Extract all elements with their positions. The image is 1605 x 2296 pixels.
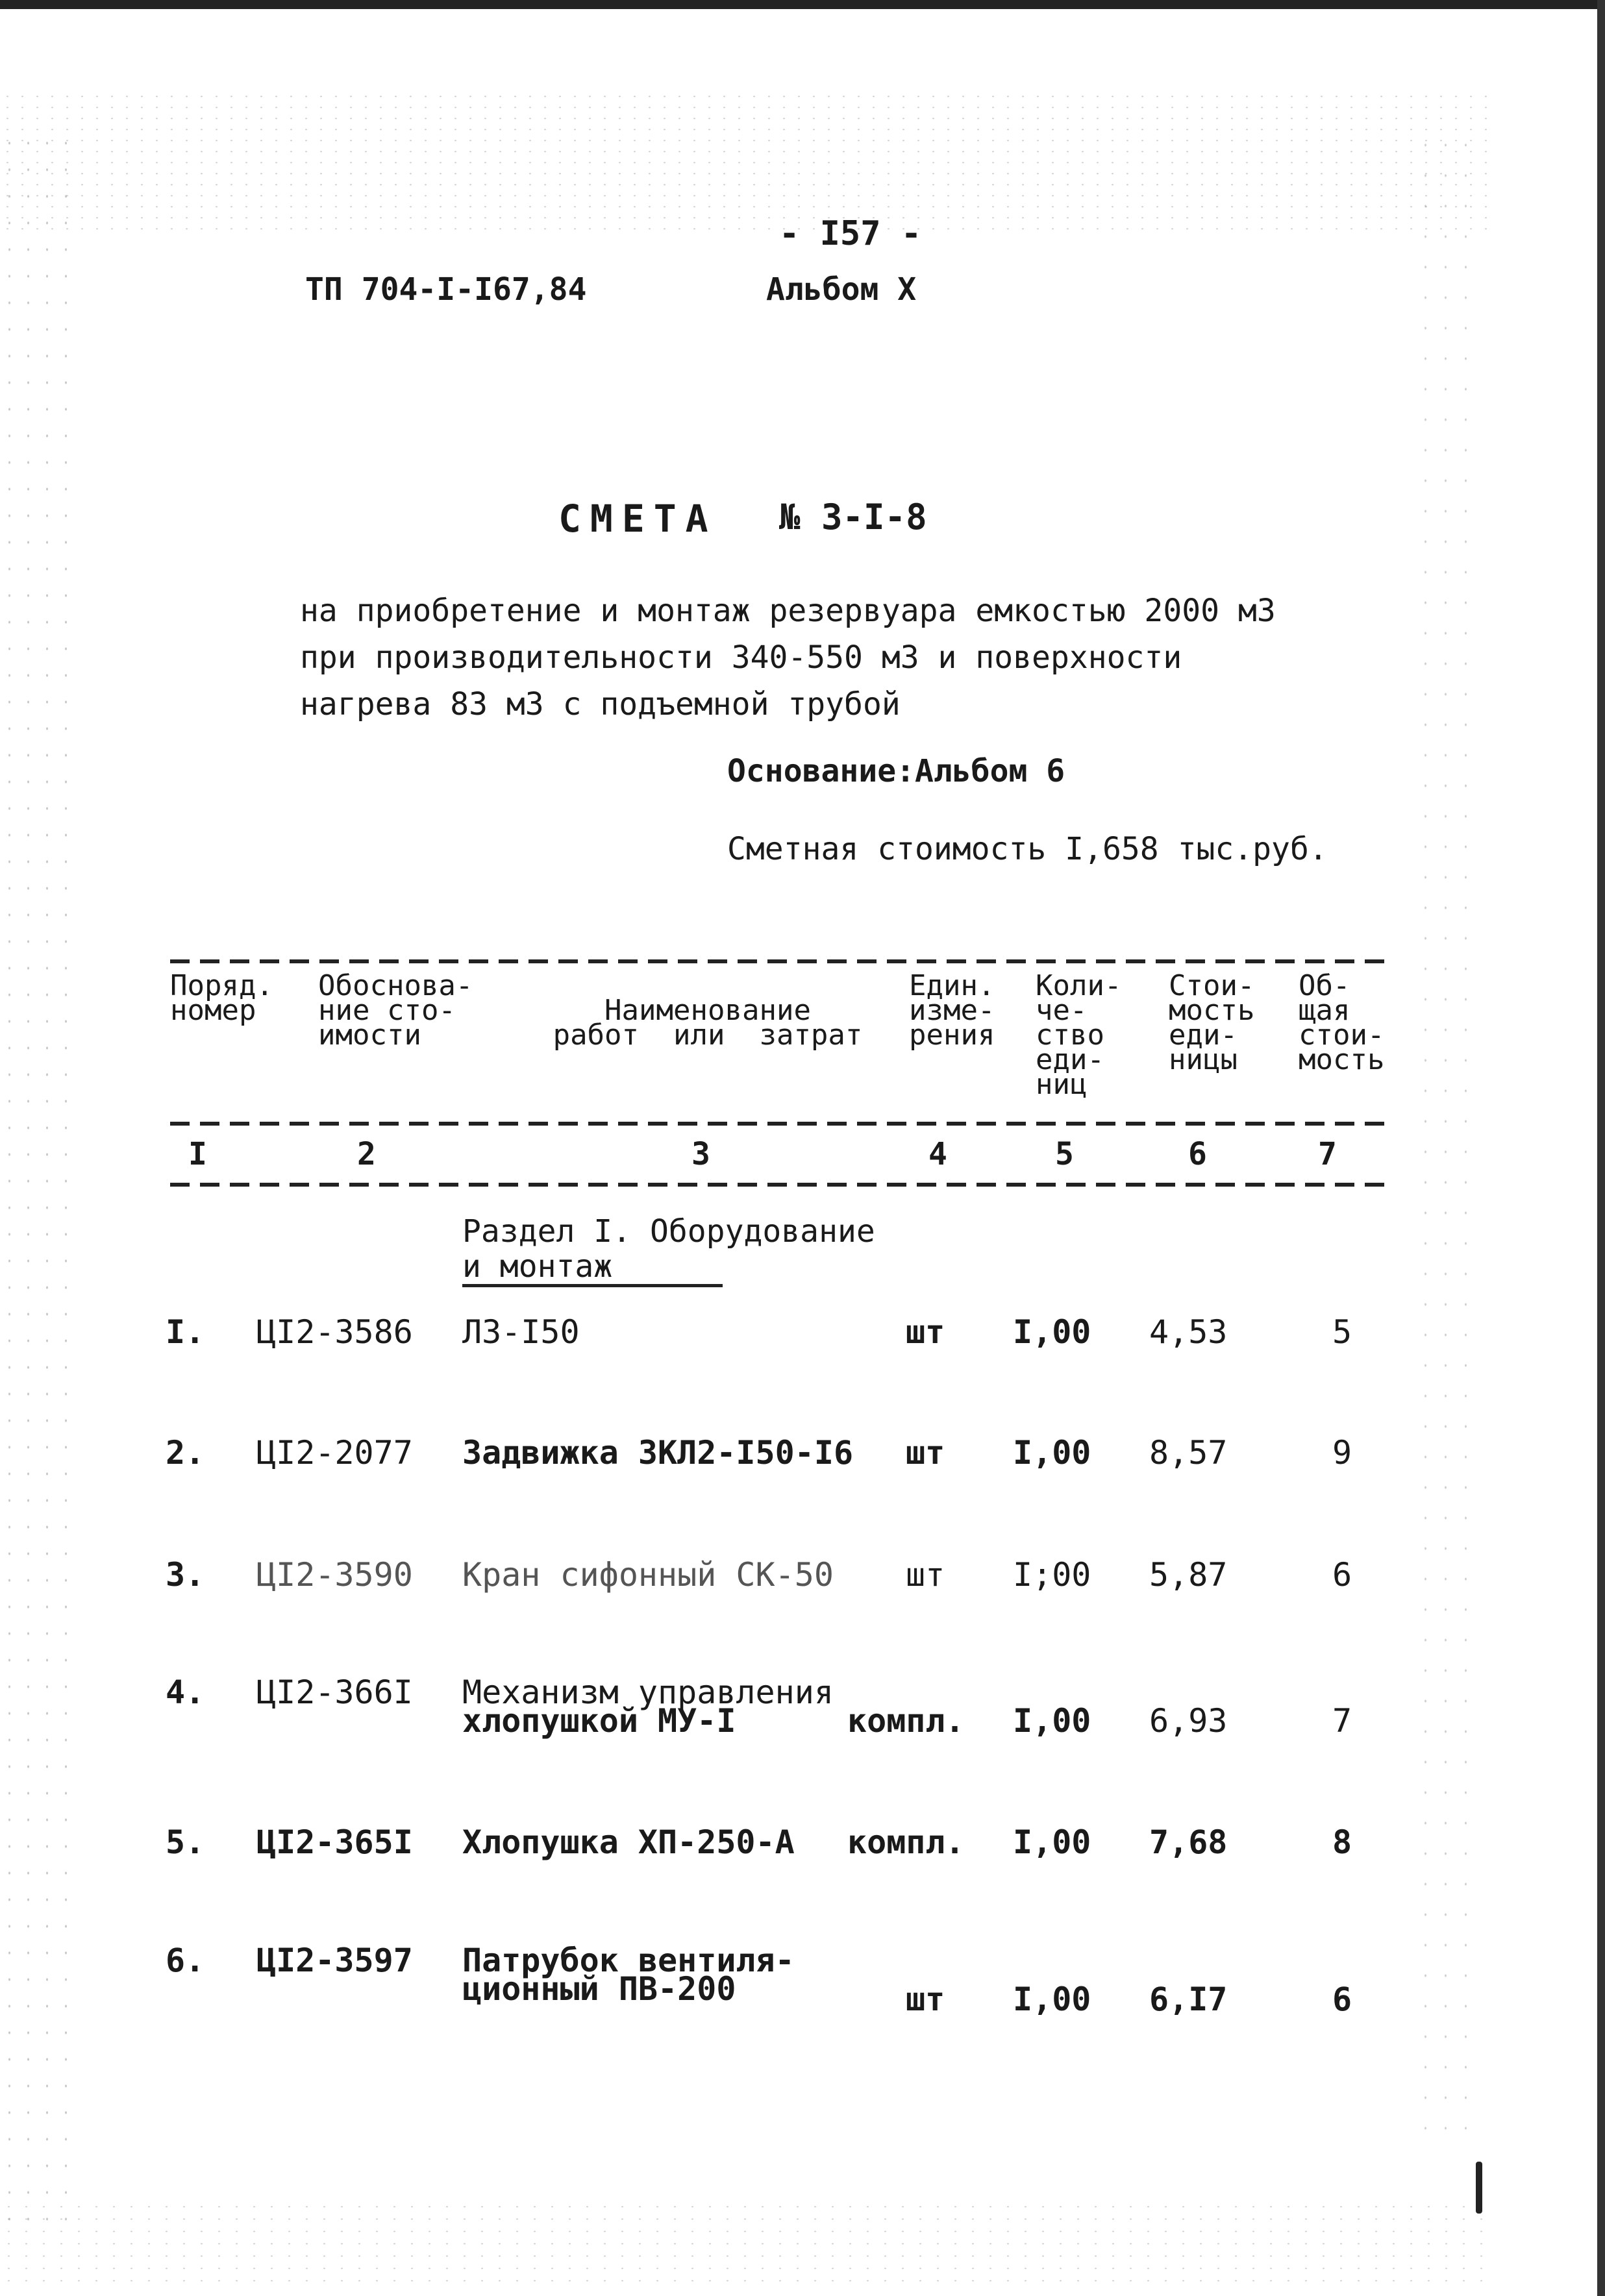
column-number: 7	[1318, 1136, 1337, 1172]
row-number: 4.	[166, 1673, 205, 1711]
header-text: изме-	[909, 994, 995, 1027]
header-text: мость	[1169, 994, 1255, 1027]
header-text: ство	[1036, 1018, 1104, 1052]
column-number: 6	[1188, 1136, 1207, 1172]
row-total: 6	[1332, 1556, 1352, 1594]
header-text: ницы	[1169, 1043, 1238, 1076]
header-text: Наименование	[604, 994, 811, 1027]
row-unit: компл.	[847, 1702, 965, 1740]
header-col-2	[318, 969, 473, 1052]
row-unit: шт	[906, 1313, 945, 1351]
album-label: Альбом X	[766, 271, 917, 308]
row-code: ЦI2-3597	[256, 1942, 413, 1979]
description-line: на приобретение и монтаж резервуара емкостью 2000 м3	[300, 593, 1276, 629]
row-total: 9	[1332, 1434, 1352, 1472]
table-rule-mid	[170, 1122, 1391, 1126]
header-text: мость	[1299, 1043, 1385, 1076]
header-col-6	[1169, 969, 1255, 1076]
header-text: рения	[909, 1018, 995, 1052]
row-name: Задвижка ЗКЛ2-I50-I6	[462, 1434, 854, 1472]
document-code: ТП 704-I-I67,84	[305, 271, 587, 308]
header-text: Един.	[909, 969, 995, 1002]
estimate-description	[300, 587, 1276, 728]
row-number: 3.	[166, 1556, 205, 1594]
basis-reference: Основание:Альбом 6	[727, 753, 1065, 789]
header-text: имости	[318, 1018, 421, 1052]
estimated-cost: Сметная стоимость I,658 тыс.руб.	[727, 831, 1328, 867]
row-unit: шт	[906, 1434, 945, 1472]
header-col-3	[539, 994, 877, 1052]
row-code: ЦI2-365I	[256, 1823, 413, 1861]
margin-mark	[1476, 2162, 1482, 2214]
header-text: ниц	[1036, 1068, 1088, 1101]
header-text: Стои-	[1169, 969, 1255, 1002]
table-rule-bottom	[170, 1183, 1391, 1187]
row-name-line-2: ционный ПВ-200	[462, 1970, 736, 2008]
row-name-line-2: хлопушкой МУ-I	[462, 1702, 736, 1740]
row-quantity: I,00	[1013, 1823, 1091, 1861]
row-quantity: I,00	[1013, 1702, 1091, 1740]
row-total: 7	[1332, 1702, 1352, 1740]
row-code: ЦI2-3586	[256, 1313, 413, 1351]
column-number: 3	[691, 1136, 710, 1172]
row-unit-cost: 6,I7	[1149, 1981, 1228, 2018]
header-text: че-	[1036, 994, 1088, 1027]
row-total: 5	[1332, 1313, 1352, 1351]
row-unit: шт	[906, 1556, 945, 1594]
row-unit: шт	[906, 1981, 945, 2018]
row-total: 8	[1332, 1823, 1352, 1861]
row-code: ЦI2-3590	[256, 1556, 413, 1594]
row-quantity: I,00	[1013, 1434, 1091, 1472]
row-number: I.	[166, 1313, 205, 1351]
section-title	[462, 1214, 875, 1287]
row-unit-cost: 8,57	[1149, 1434, 1228, 1472]
header-text: Коли-	[1036, 969, 1122, 1002]
scan-noise-top	[0, 91, 1493, 234]
row-unit-cost: 6,93	[1149, 1702, 1228, 1740]
page-number: - I57 -	[779, 214, 922, 253]
header-text: еди-	[1169, 1018, 1238, 1052]
row-code: ЦI2-366I	[256, 1673, 413, 1711]
header-text: Об-	[1299, 969, 1350, 1002]
scan-noise-bottom	[0, 2201, 1493, 2291]
top-border	[0, 0, 1605, 9]
row-unit: компл.	[847, 1823, 965, 1861]
header-text: стои-	[1299, 1018, 1385, 1052]
header-text: работ или затрат	[553, 1018, 863, 1052]
row-quantity: I,00	[1013, 1981, 1091, 2018]
header-text: щая	[1299, 994, 1350, 1027]
row-name-line-1: Механизм управления	[462, 1673, 834, 1711]
row-name: Хлопушка ХП-250-А	[462, 1823, 795, 1861]
column-number: 4	[928, 1136, 947, 1172]
row-unit-cost: 7,68	[1149, 1823, 1228, 1861]
scan-noise-right	[1415, 130, 1474, 2142]
header-col-1	[170, 969, 273, 1027]
description-line: нагрева 83 м3 с подъемной трубой	[300, 686, 901, 722]
column-number: 2	[357, 1136, 376, 1172]
scan-noise-left	[0, 130, 78, 2240]
table-rule-top	[170, 959, 1391, 963]
row-number: 2.	[166, 1434, 205, 1472]
row-name: Кран сифонный СК-50	[462, 1556, 834, 1594]
header-col-7	[1299, 969, 1385, 1076]
row-name: ЛЗ-I50	[462, 1313, 580, 1351]
row-number: 6.	[166, 1942, 205, 1979]
row-unit-cost: 4,53	[1149, 1313, 1228, 1351]
header-text: Поряд.	[170, 969, 273, 1002]
right-border	[1597, 0, 1605, 2296]
row-total: 6	[1332, 1981, 1352, 2018]
column-number: 5	[1055, 1136, 1074, 1172]
header-text: еди-	[1036, 1043, 1104, 1076]
document-title: СМЕТА	[558, 497, 717, 541]
row-code: ЦI2-2077	[256, 1434, 413, 1472]
header-col-5	[1036, 969, 1122, 1101]
header-text: ние сто-	[318, 994, 456, 1027]
header-text: номер	[170, 994, 256, 1027]
row-number: 5.	[166, 1823, 205, 1861]
description-line: при производительности 340-550 м3 и поверхности	[300, 639, 1182, 676]
header-text: Обоснова-	[318, 969, 473, 1002]
section-title-line: и монтаж	[462, 1249, 723, 1287]
document-number: № 3-I-8	[779, 497, 927, 537]
column-number: I	[188, 1136, 207, 1172]
section-title-line: Раздел I. Оборудование	[462, 1213, 875, 1250]
row-unit-cost: 5,87	[1149, 1556, 1228, 1594]
row-quantity: I,00	[1013, 1313, 1091, 1351]
row-name-line-1: Патрубок вентиля-	[462, 1942, 795, 1979]
row-quantity: I;00	[1013, 1556, 1091, 1594]
header-col-4	[909, 969, 995, 1052]
